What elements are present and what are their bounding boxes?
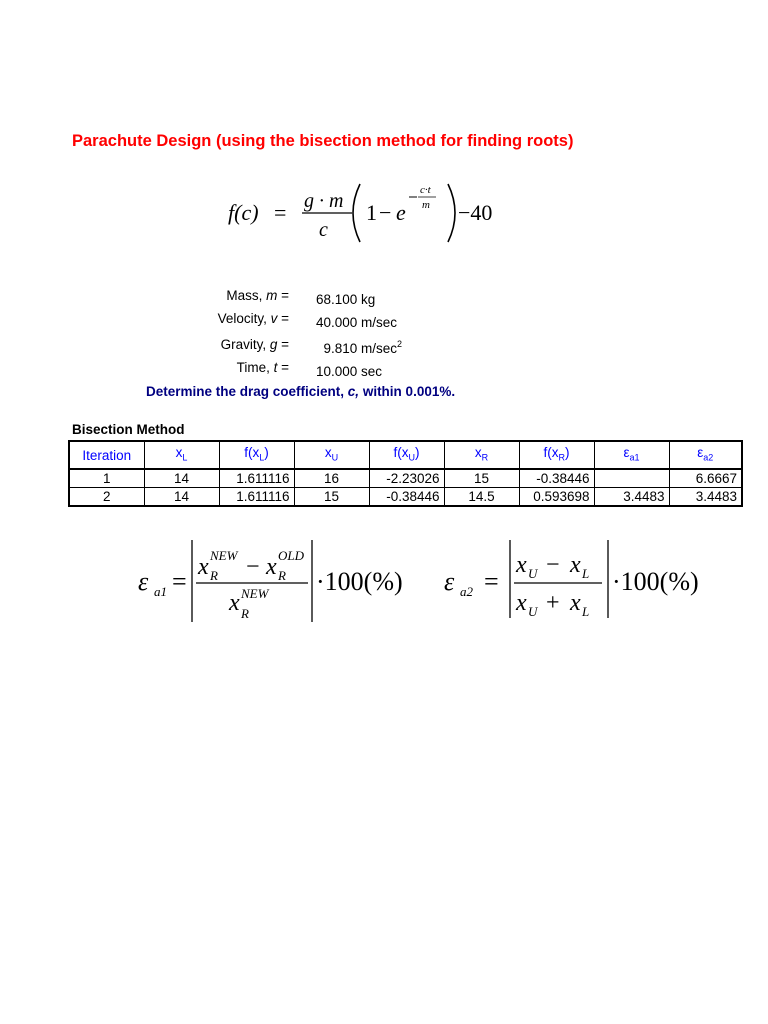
f1-equals: = bbox=[172, 567, 187, 596]
param-eq: = bbox=[277, 311, 289, 326]
eq-denominator: c bbox=[319, 219, 328, 241]
cell-fxr: -0.38446 bbox=[519, 469, 594, 488]
eq-right-paren bbox=[448, 184, 455, 242]
header-xl: $x_L$ bbox=[144, 441, 219, 469]
param-label: Velocity, bbox=[217, 311, 271, 326]
param-symbol: g bbox=[269, 337, 278, 352]
cell-ea2: 6.6667 bbox=[669, 469, 742, 488]
eq-minus: − bbox=[379, 200, 392, 225]
table-header-row bbox=[69, 441, 742, 469]
page-title: Parachute Design (using the bisection method for finding roots) bbox=[72, 132, 574, 150]
formula-ea1 bbox=[132, 538, 422, 628]
param-label: Gravity, bbox=[220, 337, 270, 352]
table-row bbox=[69, 469, 742, 488]
param-symbol: t bbox=[273, 360, 278, 375]
task-statement bbox=[146, 384, 455, 399]
task-pre: Determine the drag coefficient, bbox=[146, 384, 348, 399]
f1-r3: R bbox=[241, 606, 249, 621]
f2-u-bot: U bbox=[528, 604, 538, 619]
f2-xl-bot: x bbox=[570, 590, 581, 616]
f1-minus: − bbox=[246, 554, 260, 580]
f1-x3: x bbox=[229, 590, 240, 616]
header-fxu: $f(x_U)$ bbox=[369, 441, 444, 469]
cell-xl: 14 bbox=[144, 469, 219, 488]
f2-u-top: U bbox=[528, 566, 538, 581]
f2-eps: ε bbox=[444, 567, 455, 596]
eq-numerator: g · m bbox=[304, 190, 344, 212]
f1-new3: NEW bbox=[241, 586, 269, 601]
parameters bbox=[150, 286, 402, 381]
cell-xu: 15 bbox=[294, 488, 369, 507]
param-value: 68.100 kg bbox=[316, 292, 376, 307]
eq-left-paren bbox=[353, 184, 360, 242]
f2-xu-top: x bbox=[516, 552, 527, 578]
f1-x2: x bbox=[266, 554, 277, 580]
eq-one: 1 bbox=[366, 200, 377, 225]
header-ea1: $\varepsilon_{a1}$ bbox=[594, 441, 669, 469]
f2-l-bot: L bbox=[582, 604, 590, 619]
cell-ea2: 3.4483 bbox=[669, 488, 742, 507]
f2-xu-bot: x bbox=[516, 590, 527, 616]
drag-equation bbox=[220, 178, 520, 248]
cell-fxl: 1.611116 bbox=[219, 488, 294, 507]
cell-fxu: -0.38446 bbox=[369, 488, 444, 507]
bisection-table bbox=[68, 440, 743, 507]
eq-tail: −40 bbox=[458, 200, 493, 225]
cell-xl: 14 bbox=[144, 488, 219, 507]
f1-x1: x bbox=[198, 554, 209, 580]
f1-new1: NEW bbox=[210, 548, 238, 563]
f2-equals: = bbox=[484, 567, 499, 596]
f2-eps-sub: a2 bbox=[460, 584, 473, 599]
param-symbol: m bbox=[266, 288, 278, 303]
param-sup: 2 bbox=[397, 339, 403, 349]
f1-eps: ε bbox=[138, 567, 149, 596]
param-value: 9.810 m/sec bbox=[316, 341, 398, 356]
param-eq: = bbox=[277, 288, 289, 303]
eq-exp-den: m bbox=[422, 199, 430, 211]
header-fxr: $f(x_R)$ bbox=[519, 441, 594, 469]
cell-fxl: 1.611116 bbox=[219, 469, 294, 488]
f2-plus: + bbox=[546, 590, 560, 616]
param-row bbox=[150, 335, 402, 358]
cell-fxu: -2.23026 bbox=[369, 469, 444, 488]
f1-tail: ·100(%) bbox=[316, 567, 403, 596]
header-xu: $x_U$ bbox=[294, 441, 369, 469]
f2-minus: − bbox=[546, 552, 560, 578]
header-iteration: Iteration bbox=[69, 441, 144, 469]
f2-xl-top: x bbox=[570, 552, 581, 578]
table-row bbox=[69, 488, 742, 507]
param-row bbox=[150, 309, 402, 332]
param-symbol: v bbox=[270, 311, 278, 326]
cell-ea1: 3.4483 bbox=[594, 488, 669, 507]
param-eq: = bbox=[277, 360, 289, 375]
header-xr: $x_R$ bbox=[444, 441, 519, 469]
param-row bbox=[150, 286, 402, 309]
param-label: Time, bbox=[236, 360, 274, 375]
task-symbol: c, bbox=[347, 384, 360, 399]
f1-r2: R bbox=[278, 568, 286, 583]
table-title: Bisection Method bbox=[72, 422, 185, 437]
cell-xu: 16 bbox=[294, 469, 369, 488]
cell-iteration: 2 bbox=[69, 488, 144, 507]
param-value: 10.000 sec bbox=[316, 364, 383, 379]
eq-lhs: f(c) bbox=[228, 200, 259, 225]
eq-exp-num: c·t bbox=[420, 184, 431, 196]
header-ea2: $\varepsilon_{a2}$ bbox=[669, 441, 742, 469]
header-fxl: $f(x_L)$ bbox=[219, 441, 294, 469]
f1-old: OLD bbox=[278, 548, 305, 563]
param-label: Mass, bbox=[226, 288, 267, 303]
cell-xr: 15 bbox=[444, 469, 519, 488]
f1-eps-sub: a1 bbox=[154, 584, 167, 599]
f2-tail: ·100(%) bbox=[612, 567, 699, 596]
param-row bbox=[150, 358, 402, 381]
f1-r1: R bbox=[210, 568, 218, 583]
cell-ea1 bbox=[594, 469, 669, 488]
param-value: 40.000 m/sec bbox=[316, 315, 398, 330]
cell-iteration: 1 bbox=[69, 469, 144, 488]
eq-e: e bbox=[396, 200, 406, 225]
f2-l-top: L bbox=[582, 566, 590, 581]
task-post: within 0.001%. bbox=[359, 384, 456, 399]
cell-xr: 14.5 bbox=[444, 488, 519, 507]
param-eq: = bbox=[277, 337, 289, 352]
formula-ea2 bbox=[440, 538, 730, 628]
eq-equals: = bbox=[274, 200, 287, 225]
cell-fxr: 0.593698 bbox=[519, 488, 594, 507]
